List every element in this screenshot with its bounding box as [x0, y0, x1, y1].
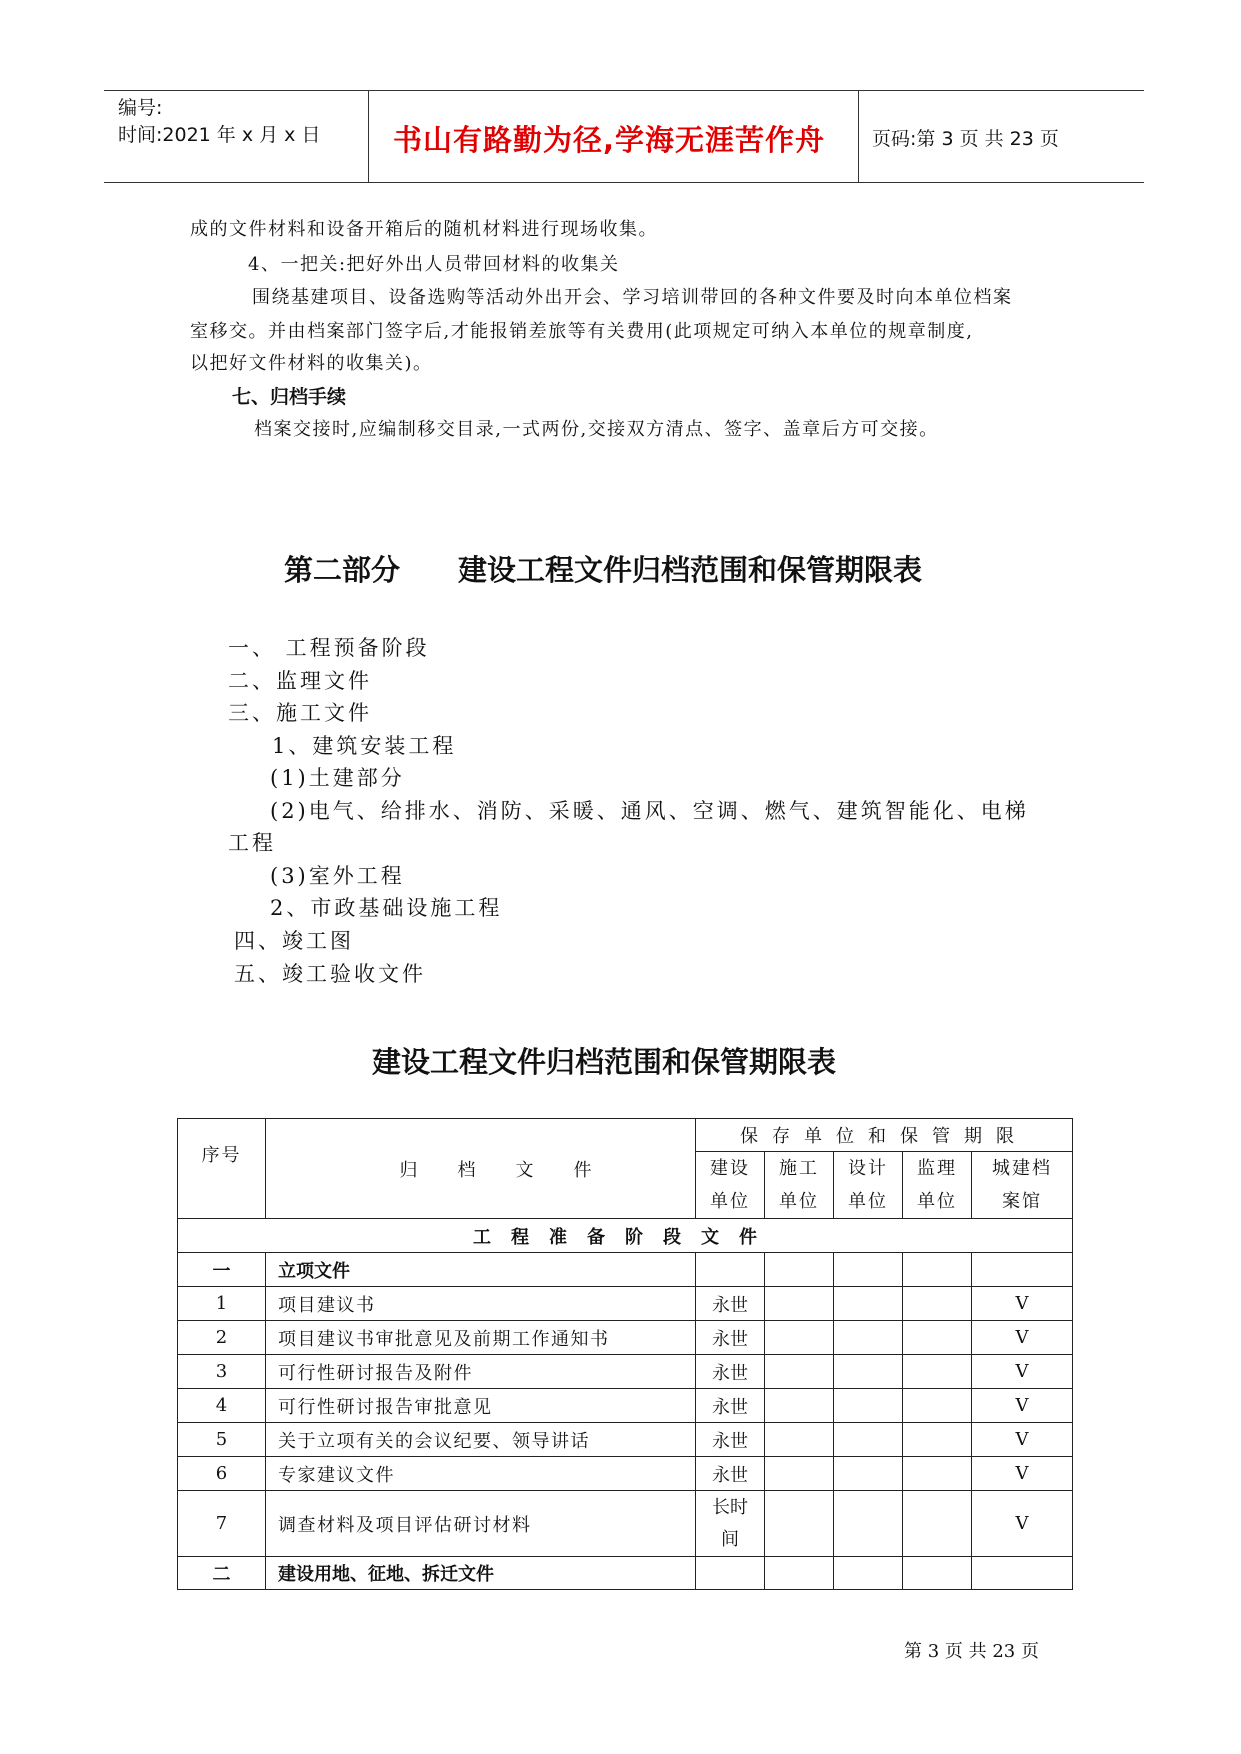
- col-header-file: 归档文件: [266, 1119, 696, 1219]
- table-row: [178, 1321, 1073, 1355]
- empty-cell: [696, 1557, 765, 1590]
- toc-item-4: 四、竣工图: [234, 929, 354, 953]
- empty-cell: [765, 1287, 834, 1321]
- empty-cell: [972, 1253, 1073, 1287]
- empty-cell: [903, 1253, 972, 1287]
- col-header-build-1: 建设: [696, 1152, 765, 1186]
- empty-cell: [765, 1423, 834, 1457]
- toc-item-1: 一、 工程预备阶段: [228, 636, 430, 660]
- row-no: 4: [178, 1389, 266, 1423]
- empty-cell: [903, 1423, 972, 1457]
- empty-cell: [903, 1491, 972, 1557]
- col-header-seq: 序号: [178, 1119, 266, 1219]
- toc-item-2: 二、监理文件: [228, 669, 372, 693]
- row-no: 3: [178, 1355, 266, 1389]
- toc-item-3-1-2: (2)电气、给排水、消防、采暖、通风、空调、燃气、建筑智能化、电梯: [270, 799, 1029, 823]
- header-bottom-rule: [104, 182, 1144, 183]
- row-city: V: [972, 1321, 1073, 1355]
- empty-cell: [903, 1355, 972, 1389]
- row-city: V: [972, 1355, 1073, 1389]
- row-build: 永世: [696, 1423, 765, 1457]
- empty-cell: [765, 1557, 834, 1590]
- empty-cell: [834, 1557, 903, 1590]
- row-name: 可行性研讨报告及附件: [266, 1355, 696, 1389]
- empty-cell: [765, 1457, 834, 1491]
- empty-cell: [903, 1287, 972, 1321]
- body-line-5: 以把好文件材料的收集关)。: [190, 353, 433, 374]
- header-motto: 书山有路勤为径,学海无涯苦作舟: [393, 123, 826, 157]
- table-row: [178, 1491, 1073, 1557]
- row-no: 1: [178, 1287, 266, 1321]
- table-row: [178, 1287, 1073, 1321]
- empty-cell: [903, 1321, 972, 1355]
- empty-cell: [834, 1491, 903, 1557]
- row-build-line-1: 长时: [712, 1496, 748, 1518]
- body-line-3: 围绕基建项目、设备选购等活动外出开会、学习培训带回的各种文件要及时向本单位档案: [252, 287, 1013, 308]
- archive-table: [177, 1118, 1073, 1590]
- empty-cell: [834, 1321, 903, 1355]
- row-build: 永世: [696, 1321, 765, 1355]
- empty-cell: [972, 1557, 1073, 1590]
- row-city: V: [972, 1457, 1073, 1491]
- row-city: V: [972, 1423, 1073, 1457]
- body-line-1: 成的文件材料和设备开箱后的随机材料进行现场收集。: [190, 219, 658, 240]
- col-header-archive-2: 案馆: [972, 1185, 1073, 1219]
- col-header-construct-2: 单位: [765, 1185, 834, 1219]
- header-divider-left: [368, 90, 369, 182]
- table-row: [178, 1355, 1073, 1389]
- body-line-4: 室移交。并由档案部门签字后,才能报销差旅等有关费用(此项规定可纳入本单位的规章制度,: [190, 321, 974, 342]
- toc-item-3-1: 1、建筑安装工程: [272, 734, 457, 758]
- empty-cell: [834, 1457, 903, 1491]
- row-build: 永世: [696, 1287, 765, 1321]
- row-no: 2: [178, 1321, 266, 1355]
- section-1-title: 立项文件: [266, 1253, 696, 1287]
- col-header-supervise-1: 监理: [903, 1152, 972, 1186]
- col-header-construct-1: 施工: [765, 1152, 834, 1186]
- row-name: 调查材料及项目评估研讨材料: [266, 1491, 696, 1557]
- empty-cell: [834, 1423, 903, 1457]
- empty-cell: [834, 1287, 903, 1321]
- row-name: 项目建议书: [266, 1287, 696, 1321]
- row-no: 7: [178, 1491, 266, 1557]
- header-divider-right: [858, 90, 859, 182]
- empty-cell: [765, 1491, 834, 1557]
- col-header-archive-1: 城建档: [972, 1152, 1073, 1186]
- toc-item-3-1-1: (1)土建部分: [270, 766, 405, 790]
- empty-cell: [903, 1457, 972, 1491]
- toc-item-3: 三、施工文件: [228, 701, 372, 725]
- toc-item-3-1-3: (3)室外工程: [270, 864, 405, 888]
- empty-cell: [903, 1389, 972, 1423]
- col-header-group: 保存单位和保管期限: [696, 1119, 1073, 1152]
- row-build: 永世: [696, 1355, 765, 1389]
- table-row: [178, 1457, 1073, 1491]
- row-name: 专家建议文件: [266, 1457, 696, 1491]
- part2-title-text: 建设工程文件归档范围和保管期限表: [458, 553, 923, 587]
- row-name: 关于立项有关的会议纪要、领导讲话: [266, 1423, 696, 1457]
- empty-cell: [765, 1355, 834, 1389]
- part2-title-label: 第二部分: [284, 553, 401, 587]
- toc-item-5: 五、竣工验收文件: [234, 962, 426, 986]
- toc-item-3-1-2-cont: 工程: [228, 831, 276, 855]
- empty-cell: [765, 1253, 834, 1287]
- row-name: 项目建议书审批意见及前期工作通知书: [266, 1321, 696, 1355]
- empty-cell: [903, 1557, 972, 1590]
- empty-cell: [834, 1253, 903, 1287]
- row-build: 永世: [696, 1389, 765, 1423]
- section-7-text: 档案交接时,应编制移交目录,一式两份,交接双方清点、签字、盖章后方可交接。: [254, 419, 939, 440]
- col-header-design-1: 设计: [834, 1152, 903, 1186]
- empty-cell: [834, 1389, 903, 1423]
- section-7-title: 七、归档手续: [232, 386, 347, 408]
- col-header-supervise-2: 单位: [903, 1185, 972, 1219]
- table-row: [178, 1389, 1073, 1423]
- col-header-design-2: 单位: [834, 1185, 903, 1219]
- table-row: [178, 1423, 1073, 1457]
- section-2-no: 二: [178, 1557, 266, 1590]
- section-2-title: 建设用地、征地、拆迁文件: [266, 1557, 696, 1590]
- empty-cell: [834, 1355, 903, 1389]
- row-city: V: [972, 1491, 1073, 1557]
- row-build: [696, 1491, 765, 1557]
- row-build-line-2: 间: [721, 1528, 739, 1550]
- row-city: V: [972, 1287, 1073, 1321]
- empty-cell: [765, 1321, 834, 1355]
- page-footer: 第 3 页 共 23 页: [904, 1641, 1039, 1662]
- header-time-label: 时间:2021 年 x 月 x 日: [118, 124, 321, 146]
- table-title: 建设工程文件归档范围和保管期限表: [372, 1045, 837, 1079]
- section-1-no: 一: [178, 1253, 266, 1287]
- toc-item-3-2: 2、市政基础设施工程: [270, 896, 503, 920]
- row-no: 5: [178, 1423, 266, 1457]
- header-number-label: 编号:: [118, 97, 163, 119]
- body-line-2: 4、一把关:把好外出人员带回材料的收集关: [248, 254, 620, 275]
- row-no: 6: [178, 1457, 266, 1491]
- empty-cell: [696, 1253, 765, 1287]
- row-name: 可行性研讨报告审批意见: [266, 1389, 696, 1423]
- row-build: 永世: [696, 1457, 765, 1491]
- stage-header: 工程准备阶段文件: [178, 1219, 1073, 1253]
- empty-cell: [765, 1389, 834, 1423]
- col-header-build-2: 单位: [696, 1185, 765, 1219]
- header-top-rule: [104, 90, 1144, 91]
- header-page-info: 页码:第 3 页 共 23 页: [872, 128, 1059, 150]
- row-city: V: [972, 1389, 1073, 1423]
